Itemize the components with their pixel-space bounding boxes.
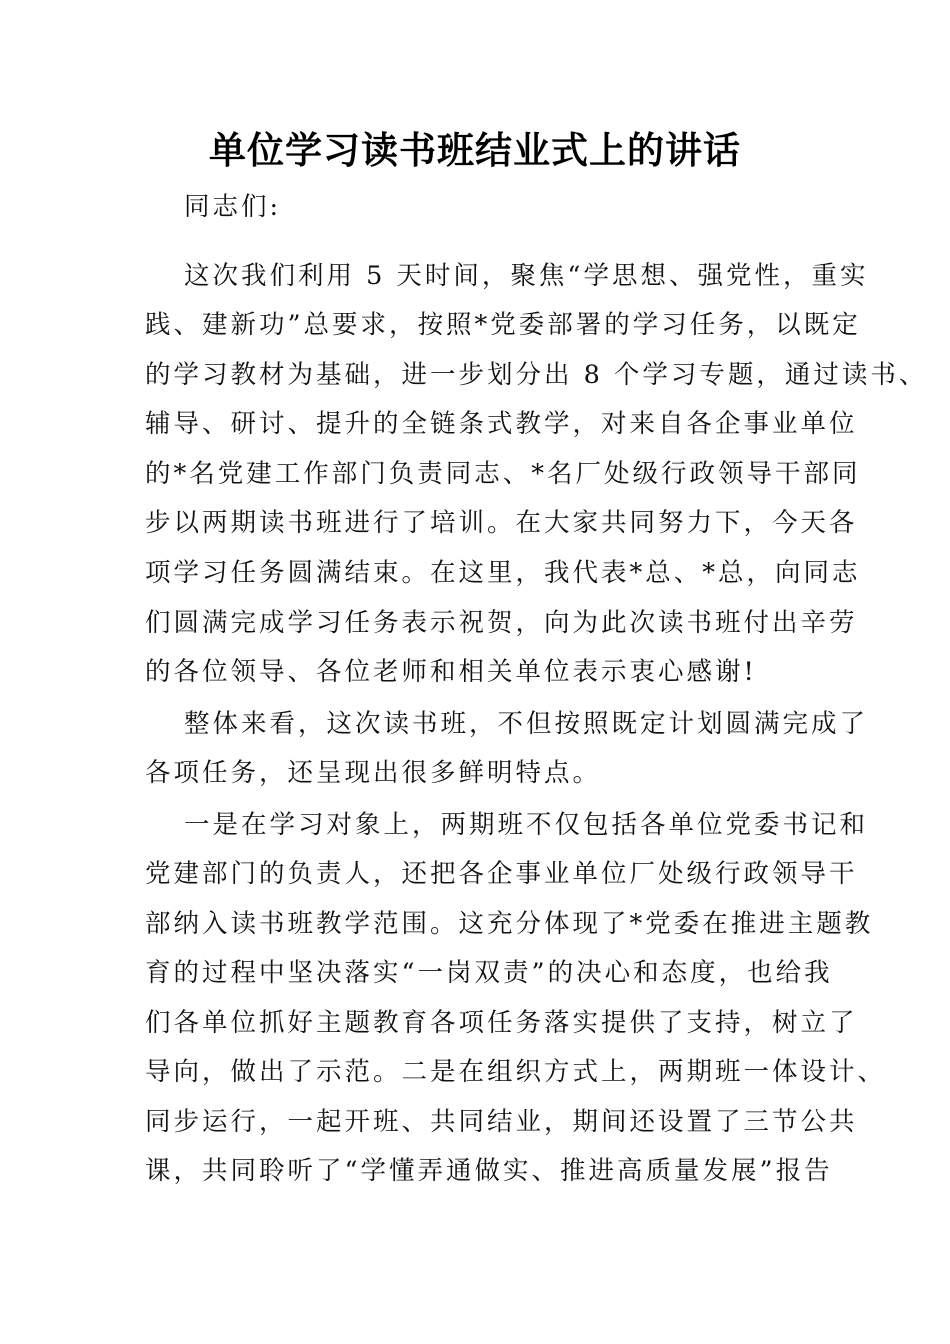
salutation-line: 同志们: [184, 192, 282, 222]
body-line: 的*名党建工作部门负责同志、*名厂处级行政领导干部同 [145, 459, 861, 489]
body-line: 们圆满完成学习任务表示祝贺，向为此次读书班付出辛劳 [145, 608, 858, 638]
body-line: 各项任务，还呈现出很多鲜明特点。 [145, 758, 602, 788]
body-line: 践、建新功”总要求，按照*党委部署的学习任务，以既定 [145, 310, 861, 340]
body-line: 导向，做出了示范。二是在组织方式上，两期班一体设计、 [145, 1057, 887, 1087]
body-line: 这次我们利用 5 天时间，聚焦“学思想、强党性，重实 [184, 261, 869, 291]
body-line: 一是在学习对象上，两期班不仅包括各单位党委书记和 [184, 810, 869, 840]
body-line: 整体来看，这次读书班，不但按照既定计划圆满完成了 [184, 709, 869, 739]
body-line: 的各位领导、各位老师和相关单位表示衷心感谢! [145, 657, 757, 687]
body-line: 育的过程中坚决落实“一岗双责”的决心和态度，也给我 [145, 958, 833, 988]
body-line: 的学习教材为基础，进一步划分出 8 个学习专题，通过读书、 [145, 360, 928, 390]
body-line: 步以两期读书班进行了培训。在大家共同努力下，今天各 [145, 508, 858, 538]
body-line: 部纳入读书班教学范围。这充分体现了*党委在推进主题教 [145, 909, 874, 939]
document-title: 单位学习读书班结业式上的讲话 [209, 128, 741, 172]
body-line: 党建部门的负责人，还把各企事业单位厂处级行政领导干 [145, 859, 858, 889]
body-line: 同步运行，一起开班、共同结业，期间还设置了三节公共 [145, 1107, 858, 1137]
body-line: 项学习任务圆满结束。在这里，我代表*总、*总，向同志 [145, 558, 861, 588]
body-line: 辅导、研讨、提升的全链条式教学，对来自各企事业单位 [145, 409, 858, 439]
body-line: 们各单位抓好主题教育各项任务落实提供了支持，树立了 [145, 1008, 858, 1038]
body-line: 课，共同聆听了“学懂弄通做实、推进高质量发展”报告 [145, 1156, 833, 1186]
